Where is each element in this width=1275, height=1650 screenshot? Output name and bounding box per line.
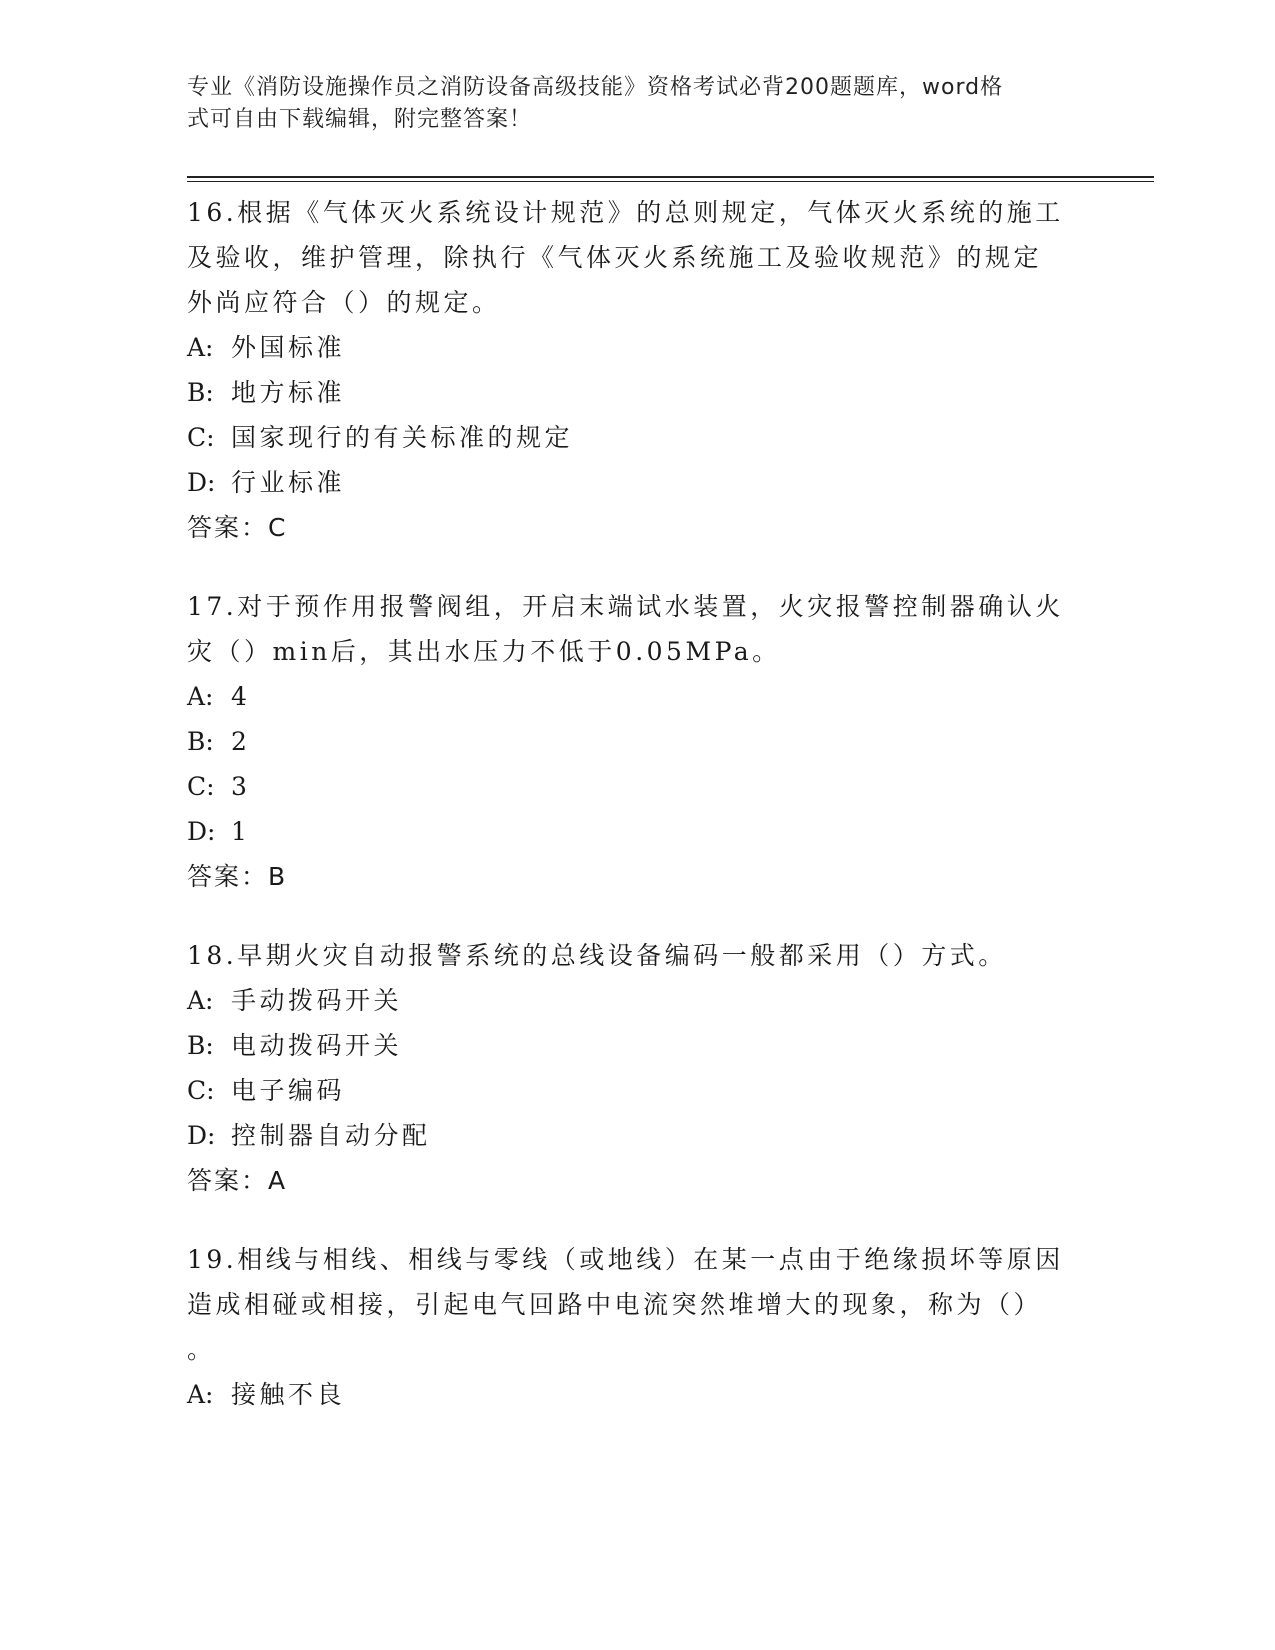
question-stem-line: 造成相碰或相接，引起电气回路中电流突然堆增大的现象，称为（） [187,1290,1043,1319]
document-header [187,72,1067,136]
option-text: 地方标准 [231,378,346,407]
answer-option [187,978,1077,1023]
option-text: 接触不良 [231,1380,346,1409]
option-text: 4 [231,682,251,711]
option-letter: D: [187,817,216,846]
option-text: 1 [231,817,251,846]
option-text: 电子编码 [231,1076,346,1105]
option-letter: C: [187,423,215,452]
option-letter: A: [187,682,214,711]
question-block [187,584,1077,899]
option-letter: B: [187,378,214,407]
option-letter: C: [187,772,215,801]
option-letter: A: [187,986,214,1015]
option-letter: C: [187,1076,215,1105]
answer-option [187,460,1077,505]
option-text: 行业标准 [231,468,346,497]
option-text: 控制器自动分配 [231,1121,431,1150]
option-letter: D: [187,1121,216,1150]
header-line-2: 式可自由下载编辑，附完整答案！ [187,107,533,132]
option-text: 电动拨码开关 [231,1031,403,1060]
question-list [187,190,1077,1451]
answer-option [187,1113,1077,1158]
question-stem-line: 灾（）min后，其出水压力不低于0.05MPa。 [187,637,781,666]
option-letter: D: [187,468,216,497]
option-letter: A: [187,1380,214,1409]
question-block [187,190,1077,550]
option-text: 3 [231,772,251,801]
question-stem-line: 19.相线与相线、相线与零线（或地线）在某一点由于绝缘损坏等原因 [187,1245,1064,1274]
answer-key: 答案：C [187,513,288,542]
answer-option [187,1068,1077,1113]
option-letter: A: [187,333,214,362]
option-text: 2 [231,727,251,756]
option-text: 外国标准 [231,333,346,362]
question-block [187,933,1077,1203]
answer-option [187,1372,1077,1417]
answer-option [187,415,1077,460]
answer-key: 答案：A [187,1166,288,1195]
question-block [187,1237,1077,1417]
header-line-1: 专业《消防设施操作员之消防设备高级技能》资格考试必背200题题库，word格 [187,75,1004,100]
header-divider-thin [187,181,1154,182]
question-stem-line: 外尚应符合（）的规定。 [187,288,501,317]
question-stem-line: 。 [187,1335,216,1364]
answer-option [187,809,1077,854]
answer-key: 答案：B [187,862,288,891]
option-letter: B: [187,727,214,756]
answer-option [187,674,1077,719]
question-stem-line: 及验收，维护管理，除执行《气体灭火系统施工及验收规范》的规定 [187,243,1043,272]
answer-option [187,719,1077,764]
header-divider-thick [187,176,1154,178]
question-stem-line: 16.根据《气体灭火系统设计规范》的总则规定，气体灭火系统的施工 [187,198,1064,227]
answer-option [187,1023,1077,1068]
answer-option [187,764,1077,809]
question-stem-line: 18.早期火灾自动报警系统的总线设备编码一般都采用（）方式。 [187,941,1007,970]
answer-option [187,370,1077,415]
option-text: 国家现行的有关标准的规定 [231,423,574,452]
option-text: 手动拨码开关 [231,986,403,1015]
question-stem-line: 17.对于预作用报警阀组，开启末端试水装置，火灾报警控制器确认火 [187,592,1064,621]
option-letter: B: [187,1031,214,1060]
answer-option [187,325,1077,370]
